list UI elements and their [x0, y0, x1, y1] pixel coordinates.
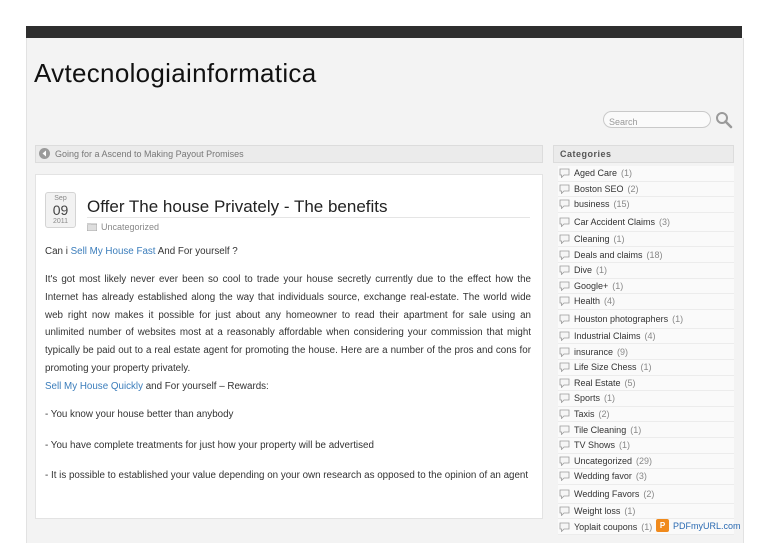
category-name: Car Accident Claims [574, 216, 656, 227]
date-day: 09 [52, 202, 69, 218]
sidebar [553, 145, 734, 543]
comment-bubble-icon [559, 362, 570, 372]
category-count: (5) [624, 377, 636, 388]
category-item[interactable] [558, 422, 734, 438]
category-item[interactable] [558, 485, 734, 504]
post-category-meta [87, 222, 159, 232]
category-name: Wedding favor [574, 471, 632, 482]
category-item[interactable] [558, 310, 734, 329]
category-name: Aged Care [574, 168, 618, 179]
category-name: Yoplait coupons [574, 521, 638, 532]
left-arrow-icon [39, 148, 50, 159]
site-title[interactable]: Avtecnologiainformatica [34, 58, 317, 88]
category-name: Deals and claims [574, 249, 643, 260]
category-item[interactable] [558, 182, 734, 198]
search-button[interactable] [715, 111, 733, 129]
category-count: (3) [659, 216, 671, 227]
category-item[interactable] [558, 360, 734, 376]
category-name: Real Estate [574, 377, 621, 388]
category-count: (4) [604, 296, 616, 307]
category-item[interactable] [558, 344, 734, 360]
benefit-item: - You know your house better than anybody [45, 409, 234, 420]
comment-bubble-icon [559, 217, 570, 227]
category-name: Tile Cleaning [574, 424, 627, 435]
post-subheading [45, 378, 531, 396]
comment-bubble-icon [559, 199, 570, 209]
folder-icon [87, 223, 97, 231]
comment-bubble-icon [559, 314, 570, 324]
category-count: (1) [641, 521, 653, 532]
category-count: (4) [644, 331, 656, 342]
category-name: Industrial Claims [574, 331, 641, 342]
subheading-suffix: and For yourself – Rewards: [143, 381, 269, 392]
category-item[interactable] [558, 407, 734, 423]
categories-header [553, 145, 734, 163]
category-count: (15) [613, 199, 630, 210]
category-count: (1) [624, 505, 636, 516]
intro-prefix: Can i [45, 246, 71, 257]
comment-bubble-icon [559, 440, 570, 450]
comment-bubble-icon [559, 234, 570, 244]
comment-bubble-icon [559, 522, 570, 532]
comment-bubble-icon [559, 281, 570, 291]
comment-bubble-icon [559, 265, 570, 275]
category-item[interactable] [558, 247, 734, 263]
pdfmyurl-badge[interactable] [656, 519, 741, 532]
search-icon [715, 111, 733, 129]
category-item[interactable] [558, 213, 734, 232]
category-name: Uncategorized [574, 455, 633, 466]
categories-heading: Categories [560, 149, 612, 159]
category-item[interactable] [558, 504, 734, 520]
comment-bubble-icon [559, 409, 570, 419]
date-year: 2011 [52, 218, 69, 225]
post-intro [45, 243, 531, 261]
category-count: (1) [672, 313, 684, 324]
comment-bubble-icon [559, 378, 570, 388]
category-item[interactable] [558, 263, 734, 279]
category-item[interactable] [558, 438, 734, 454]
title-divider [87, 217, 530, 218]
previous-post-label: Going for a Ascend to Making Payout Promises [55, 148, 244, 159]
comment-bubble-icon [559, 331, 570, 341]
category-item[interactable] [558, 279, 734, 295]
post-paragraph: It's got most likely never ever been so cool to trade your house secretly currently due to the effect how the Internet has already established along the way that individuals source, exchange real-estate. The world wide web right now makes it possible for just about any homeowner to read their apartment for sale using an unlimited number of websites most at a reasonably affordable when considering your commission that might typically be paid out to a real estate agent for promoting the house. Here are a number of the pros and cons for promoting your property privately. [45, 274, 531, 374]
category-count: (18) [646, 249, 663, 260]
category-name: Wedding Favors [574, 488, 640, 499]
category-count: (2) [627, 183, 639, 194]
category-name: TV Shows [574, 440, 616, 451]
comment-bubble-icon [559, 471, 570, 481]
category-item[interactable] [558, 454, 734, 470]
pdf-icon: P [656, 519, 669, 532]
comment-bubble-icon [559, 296, 570, 306]
category-item[interactable] [558, 197, 734, 213]
previous-post-link[interactable] [39, 148, 244, 159]
post-title[interactable]: Offer The house Privately - The benefits [87, 197, 388, 216]
category-item[interactable] [558, 391, 734, 407]
category-item[interactable] [558, 232, 734, 248]
category-count: (1) [619, 440, 631, 451]
sell-my-house-fast-link[interactable]: Sell My House Fast [70, 246, 156, 257]
category-count: (29) [636, 455, 653, 466]
date-month: Sep [54, 195, 67, 202]
category-name: Houston photographers [574, 313, 669, 324]
category-count: (1) [612, 280, 624, 291]
top-bar [26, 26, 742, 38]
category-item[interactable] [558, 166, 734, 182]
category-count: (2) [643, 488, 655, 499]
comment-bubble-icon [559, 425, 570, 435]
category-name: Cleaning [574, 234, 610, 245]
category-count: (1) [630, 424, 642, 435]
category-name: Weight loss [574, 505, 621, 516]
category-count: (1) [621, 168, 633, 179]
comment-bubble-icon [559, 489, 570, 499]
category-name: Google+ [574, 280, 609, 291]
category-item[interactable] [558, 376, 734, 392]
post-nav-bar [35, 145, 543, 163]
comment-bubble-icon [559, 347, 570, 357]
category-count: (1) [613, 234, 625, 245]
category-count: (1) [604, 393, 616, 404]
category-count: (3) [635, 471, 647, 482]
comment-bubble-icon [559, 250, 570, 260]
comment-bubble-icon [559, 506, 570, 516]
comment-bubble-icon [559, 393, 570, 403]
comment-bubble-icon [559, 168, 570, 178]
pdfmyurl-label: PDFmyURL.com [673, 520, 741, 531]
comment-bubble-icon [559, 184, 570, 194]
category-name: Life Size Chess [574, 362, 637, 373]
category-count: (9) [617, 346, 629, 357]
benefit-item: - It is possible to established your value depending on your own research as opposed to the opinion of an agent [45, 470, 529, 481]
category-name: Health [574, 296, 601, 307]
search-box[interactable] [603, 111, 711, 128]
category-item[interactable] [558, 294, 734, 310]
category-name: insurance [574, 346, 614, 357]
category-count: (1) [596, 265, 608, 276]
benefit-item: - You have complete treatments for just how your property will be advertised [45, 440, 374, 451]
post-category-link[interactable]: Uncategorized [101, 222, 160, 232]
category-count: (2) [598, 409, 610, 420]
category-item[interactable] [558, 329, 734, 345]
category-name: Taxis [574, 409, 595, 420]
category-name: Boston SEO [574, 183, 624, 194]
category-name: Sports [574, 393, 601, 404]
category-name: business [574, 199, 610, 210]
category-name: Dive [574, 265, 593, 276]
categories-list [558, 166, 734, 535]
sell-my-house-quickly-link[interactable]: Sell My House Quickly [45, 381, 143, 392]
post-date-badge [45, 192, 76, 228]
comment-bubble-icon [559, 456, 570, 466]
category-count: (1) [640, 362, 652, 373]
search-input[interactable] [604, 115, 705, 130]
category-item[interactable] [558, 469, 734, 485]
intro-suffix: And For yourself ? [155, 246, 238, 257]
